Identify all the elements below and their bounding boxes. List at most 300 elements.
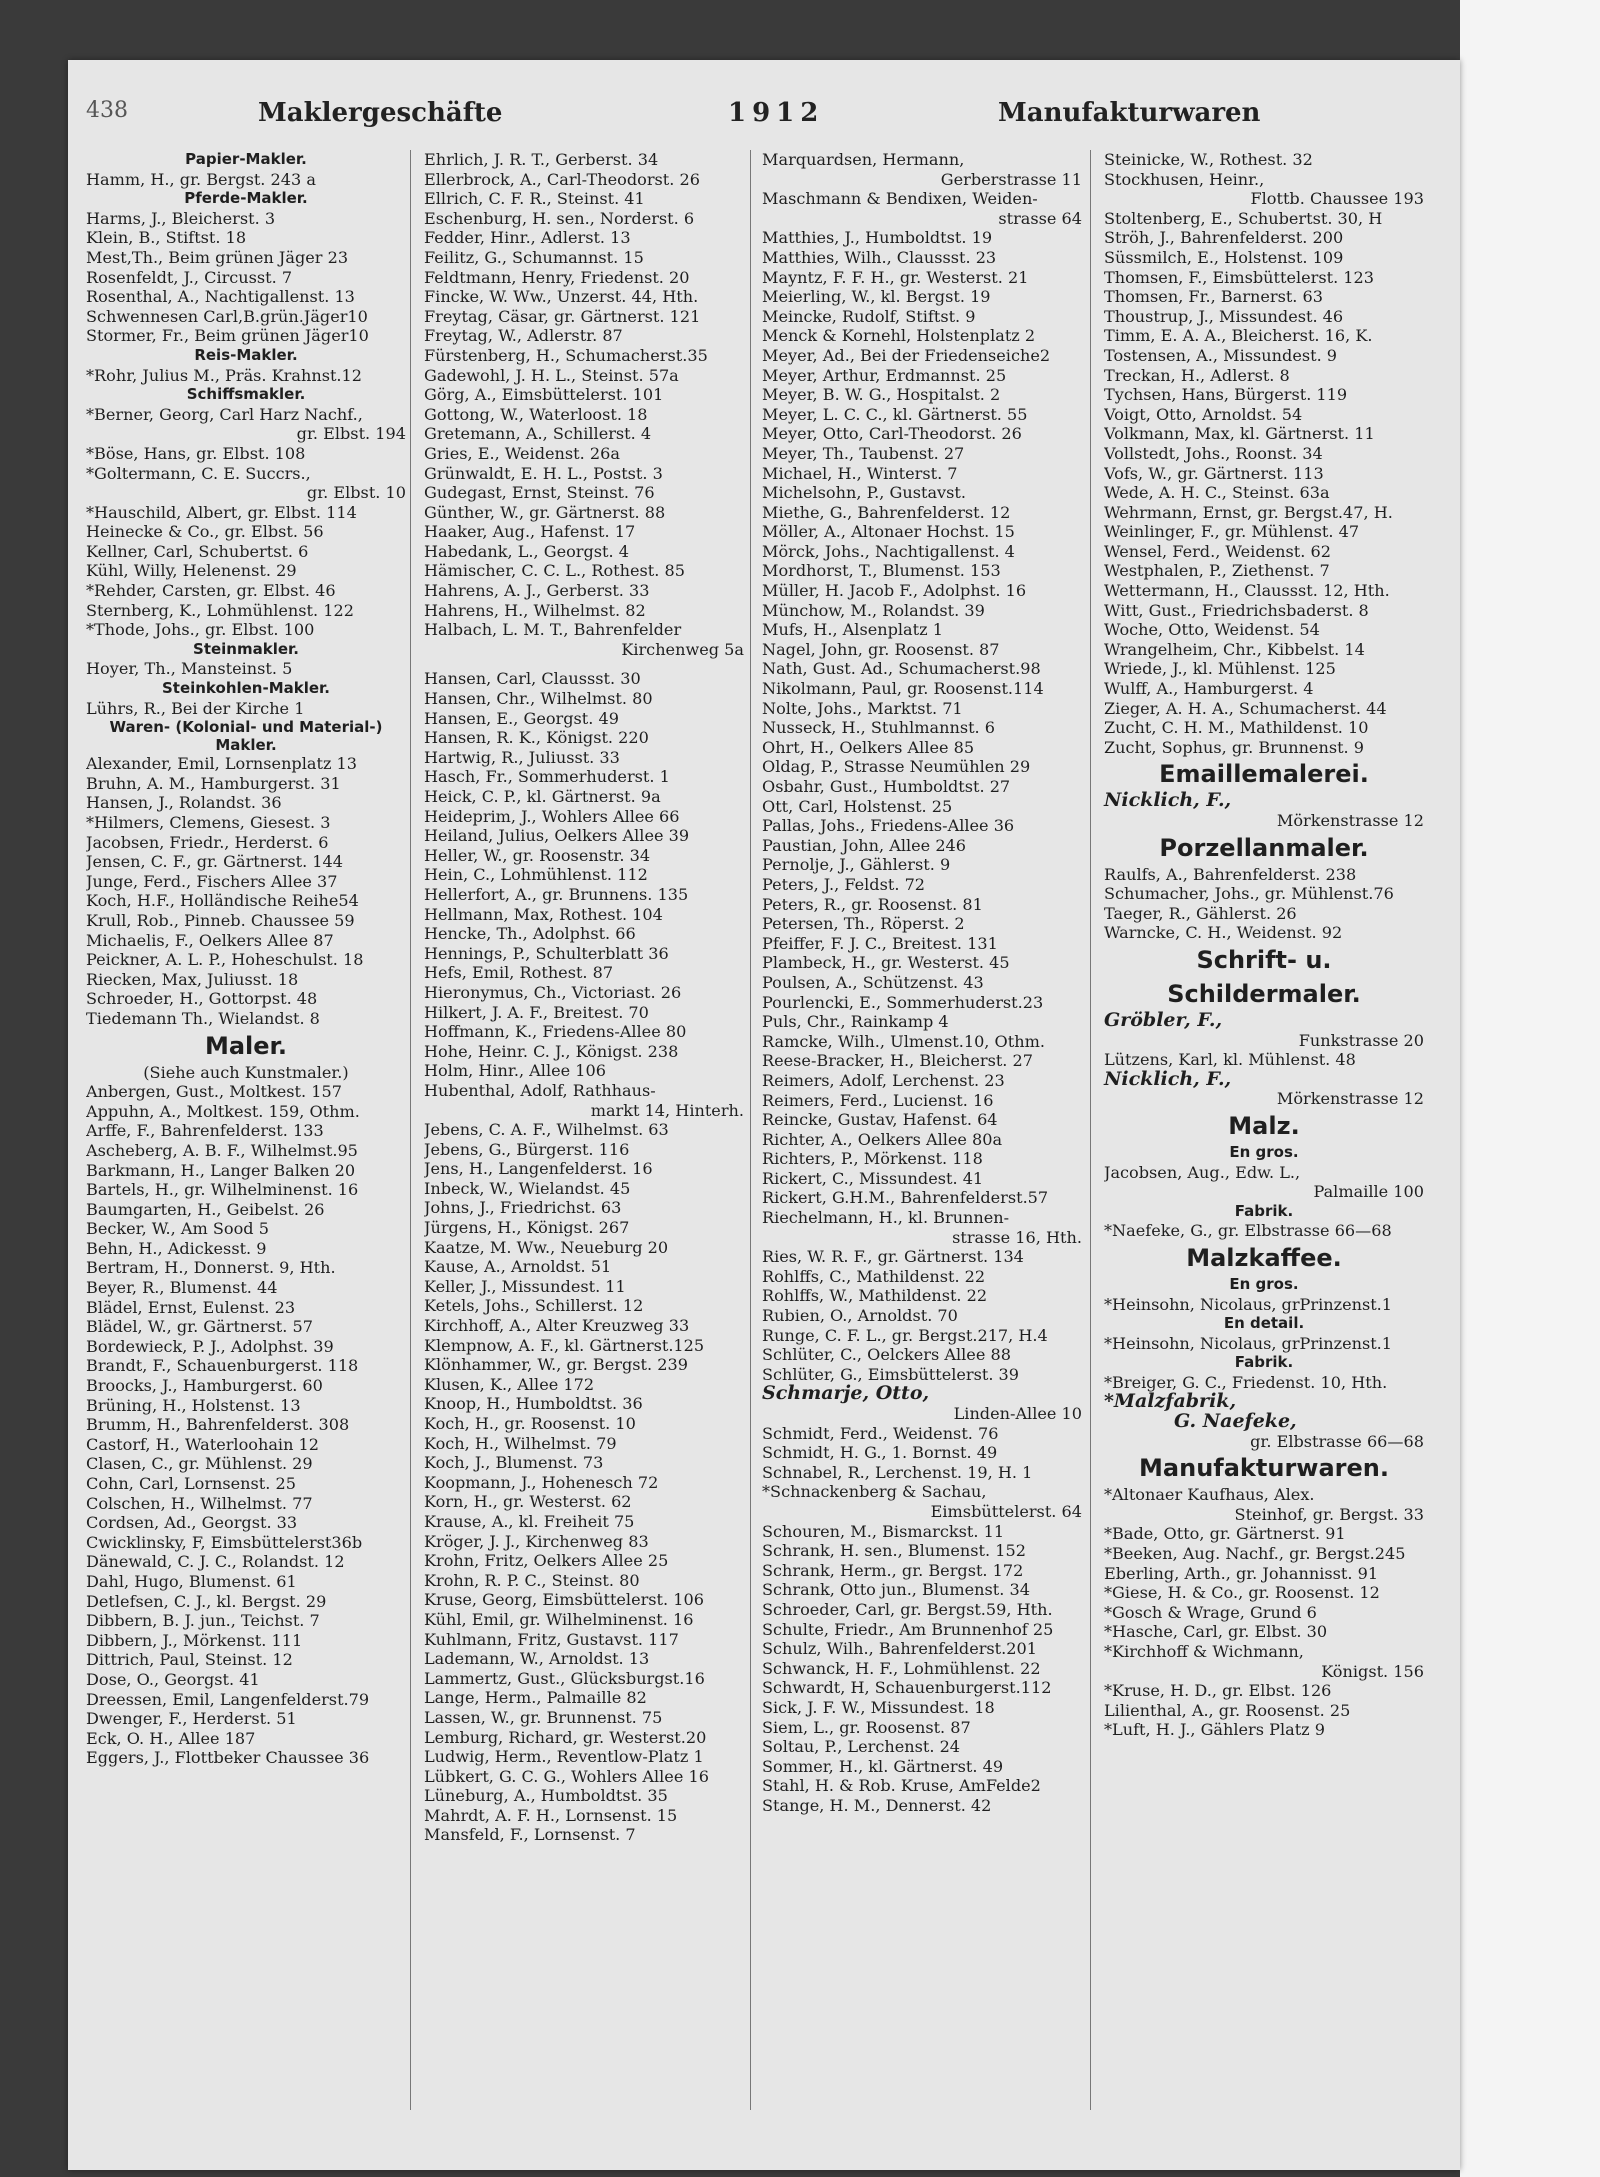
entry-line: *Kirchhoff & Wichmann, — [1104, 1642, 1304, 1661]
entry-line: Korn, H., gr. Westerst. 62 — [424, 1492, 632, 1512]
entry-line: Menck & Kornehl, Holstenplatz 2 — [762, 326, 1036, 346]
entry-line: Dibbern, J., Mörkenst. 111 — [86, 1630, 303, 1650]
entry-line: Brumm, H., Bahrenfelderst. 308 — [86, 1415, 350, 1435]
entry-continuation: gr. Elbst. 194 — [296, 424, 406, 444]
section-heading: Fabrik. — [1234, 1201, 1294, 1220]
entry-line: Siem, L., gr. Roosenst. 87 — [762, 1717, 971, 1737]
entry-line: Hämischer, C. C. L., Rothest. 85 — [424, 561, 685, 581]
column-rule — [750, 150, 751, 2110]
entry-line: Holm, Hinr., Allee 106 — [424, 1061, 606, 1081]
entry-line: *Hilmers, Clemens, Giesest. 3 — [86, 813, 331, 832]
entry-line: Dahl, Hugo, Blumenst. 61 — [86, 1571, 297, 1591]
entry-line: Soltau, P., Lerchenst. 24 — [762, 1737, 961, 1757]
entry-line: Matthies, Wilh., Claussst. 23 — [762, 247, 997, 267]
entry-line: Wrangelheim, Chr., Kibbelst. 14 — [1104, 639, 1365, 659]
entry-line: Stormer, Fr., Beim grünen Jäger10 — [86, 326, 369, 346]
entry-line: Tychsen, Hans, Bürgerst. 119 — [1104, 385, 1348, 405]
entry-line: Schwardt, H, Schauenburgerst.112 — [762, 1678, 1052, 1698]
entry-line: Hartwig, R., Juliusst. 33 — [424, 747, 620, 767]
entry-line: Bordewieck, P. J., Adolphst. 39 — [86, 1336, 334, 1356]
entry-line: Münchow, M., Rolandst. 39 — [762, 600, 985, 620]
entry-line: Mansfeld, F., Lornsenst. 7 — [424, 1825, 636, 1845]
entry-line: Meyer, B. W. G., Hospitalst. 2 — [762, 385, 1001, 405]
section-heading: Waren- (Kolonial- und Material-) — [109, 718, 383, 737]
entry-line: Hieronymus, Ch., Victoriast. 26 — [424, 982, 682, 1002]
entry-line: Eberling, Arth., gr. Johannisst. 91 — [1104, 1563, 1379, 1583]
entry-line: Meincke, Rudolf, Stiftst. 9 — [762, 306, 976, 326]
entry-line: Fincke, W. Ww., Unzerst. 44, Hth. — [424, 287, 699, 307]
entry-line: Riechelmann, H., kl. Brunnen- — [762, 1208, 1010, 1228]
entry-line: Petersen, Th., Röperst. 2 — [762, 914, 965, 934]
entry-line: Raulfs, A., Bahrenfelderst. 238 — [1104, 864, 1357, 884]
entry-line: *Rehder, Carsten, gr. Elbst. 46 — [86, 581, 336, 601]
entry-line: *Heinsohn, Nicolaus, grPrinzenst.1 — [1104, 1333, 1393, 1353]
entry-line: Bartels, H., gr. Wilhelminenst. 16 — [86, 1180, 359, 1200]
entry-line: Lammertz, Gust., Glücksburgst.16 — [424, 1668, 705, 1688]
entry-line: Hohe, Heinr. C. J., Königst. 238 — [424, 1041, 679, 1061]
entry-line: Blädel, Ernst, Eulenst. 23 — [86, 1297, 296, 1317]
entry-line: Koch, J., Blumenst. 73 — [424, 1453, 604, 1473]
entry-continuation: Flottb. Chaussee 193 — [1250, 189, 1424, 209]
entry-line: Schwennesen Carl,B.grün.Jäger10 — [86, 306, 368, 326]
section-heading: En detail. — [1223, 1314, 1305, 1333]
entry-line: Kellner, Carl, Schubertst. 6 — [86, 541, 309, 561]
entry-line: Baumgarten, H., Geibelst. 26 — [86, 1199, 325, 1219]
entry-line: Weinlinger, F., gr. Mühlenst. 47 — [1104, 522, 1360, 542]
entry-line: Nusseck, H., Stuhlmannst. 6 — [762, 718, 996, 738]
entry-line: Dose, O., Georgst. 41 — [86, 1669, 260, 1689]
entry-line: Hein, C., Lohmühlenst. 112 — [424, 865, 648, 885]
entry-line: Clasen, C., gr. Mühlenst. 29 — [86, 1454, 313, 1474]
entry-line: Lüneburg, A., Humboldtst. 35 — [424, 1786, 668, 1806]
entry-line: Heinecke & Co., gr. Elbst. 56 — [86, 522, 324, 542]
entry-continuation: Palmaille 100 — [1313, 1182, 1424, 1202]
entry-line: Kirchhoff, A., Alter Kreuzweg 33 — [424, 1316, 690, 1336]
entry-line: Wede, A. H. C., Steinst. 63a — [1104, 483, 1330, 503]
entry-line: Timm, E. A. A., Bleicherst. 16, K. — [1104, 326, 1373, 346]
entry-line: Osbahr, Gust., Humboldtst. 27 — [762, 777, 1011, 796]
entry-line: Nagel, John, gr. Roosenst. 87 — [762, 639, 1000, 659]
entry-line: Sternberg, K., Lohmühlenst. 122 — [86, 600, 354, 620]
category-heading: Porzellanmaler. — [1159, 833, 1369, 862]
entry-line: Vofs, W., gr. Gärtnerst. 113 — [1104, 463, 1324, 483]
entry-line: Blädel, W., gr. Gärtnerst. 57 — [86, 1317, 313, 1337]
column-1 — [86, 150, 406, 1768]
entry-line: Hoffmann, K., Friedens-Allee 80 — [424, 1022, 687, 1042]
entry-line: Heller, W., gr. Roosenstr. 34 — [424, 845, 651, 865]
entry-line: Dänewald, C. J. C., Rolandst. 12 — [86, 1552, 345, 1572]
entry-line: Voigt, Otto, Arnoldst. 54 — [1104, 404, 1303, 424]
entry-line: Meyer, Arthur, Erdmannst. 25 — [762, 365, 1007, 385]
entry-line: Thoustrup, J., Missundest. 46 — [1104, 306, 1344, 326]
entry-line: Jebens, C. A. F., Wilhelmst. 63 — [424, 1120, 669, 1140]
entry-line: Anbergen, Gust., Moltkest. 157 — [86, 1082, 342, 1102]
entry-line: Dibbern, B. J. jun., Teichst. 7 — [86, 1611, 320, 1631]
entry-line: Steinicke, W., Rothest. 32 — [1104, 150, 1313, 169]
entry-line: Reincke, Gustav, Hafenst. 64 — [762, 1110, 998, 1130]
entry-line: *Gosch & Wrage, Grund 6 — [1104, 1602, 1317, 1622]
column-2 — [424, 150, 744, 1845]
entry-line: Hansen, Chr., Wilhelmst. 80 — [424, 689, 653, 709]
entry-line: Ludwig, Herm., Reventlow-Platz 1 — [424, 1747, 704, 1767]
entry-line: Hubenthal, Adolf, Rathhaus- — [424, 1080, 656, 1100]
entry-line: Hansen, J., Rolandst. 36 — [86, 793, 282, 813]
entry-line: Schroeder, H., Gottorpst. 48 — [86, 989, 318, 1009]
entry-line: Wensel, Ferd., Weidenst. 62 — [1104, 541, 1331, 561]
entry-continuation: Eimsbüttelerst. 64 — [930, 1501, 1082, 1521]
entry-line: Habedank, L., Georgst. 4 — [424, 541, 629, 561]
section-heading: En gros. — [1229, 1274, 1299, 1293]
entry-line: Detlefsen, C. J., kl. Bergst. 29 — [86, 1591, 327, 1611]
entry-line: Feldtmann, Henry, Friedenst. 20 — [424, 267, 690, 287]
entry-line: Schouren, M., Bismarckst. 11 — [762, 1521, 1005, 1541]
entry-continuation: Funkstrasse 20 — [1298, 1030, 1424, 1050]
featured-entry-name: Nicklich, F., — [1104, 1067, 1232, 1090]
category-heading: Manufakturwaren. — [1139, 1454, 1389, 1483]
entry-line: Rosenthal, A., Nachtigallenst. 13 — [86, 287, 355, 307]
entry-line: Barkmann, H., Langer Balken 20 — [86, 1160, 356, 1180]
entry-line: Brandt, F., Schauenburgerst. 118 — [86, 1356, 359, 1376]
entry-continuation: Steinhof, gr. Bergst. 33 — [1234, 1504, 1424, 1524]
entry-line: Knoop, H., Humboldtst. 36 — [424, 1394, 643, 1414]
entry-line: Tostensen, A., Missundest. 9 — [1104, 345, 1338, 365]
entry-line: *Beeken, Aug. Nachf., gr. Bergst.245 — [1104, 1544, 1406, 1564]
section-heading: Schiffsmakler. — [186, 385, 306, 404]
entry-line: Volkmann, Max, kl. Gärtnerst. 11 — [1104, 424, 1375, 444]
entry-line: Haaker, Aug., Hafenst. 17 — [424, 522, 636, 542]
entry-line: Matthies, J., Humboldtst. 19 — [762, 228, 993, 248]
entry-line: Heideprim, J., Wohlers Allee 66 — [424, 806, 680, 826]
entry-line: Puls, Chr., Rainkamp 4 — [762, 1012, 949, 1032]
entry-line: Görg, A., Eimsbüttelerst. 101 — [424, 385, 664, 405]
entry-line: Jacobsen, Friedr., Herderst. 6 — [86, 832, 329, 852]
entry-line: Sick, J. F. W., Missundest. 18 — [762, 1697, 995, 1717]
entry-line: Mest,Th., Beim grünen Jäger 23 — [86, 247, 349, 267]
entry-line: Eggers, J., Flottbeker Chaussee 36 — [86, 1748, 370, 1768]
entry-line: Schmidt, Ferd., Weidenst. 76 — [762, 1423, 999, 1443]
entry-line: Wettermann, H., Claussst. 12, Hth. — [1104, 581, 1390, 601]
entry-line: Hefs, Emil, Rothest. 87 — [424, 963, 614, 983]
entry-line: Schrank, H. sen., Blumenst. 152 — [762, 1541, 1026, 1561]
entry-line: Lademann, W., Arnoldst. 13 — [424, 1649, 650, 1669]
entry-line: Tiedemann Th., Wielandst. 8 — [86, 1008, 320, 1028]
entry-line: Schwanck, H. F., Lohmühlenst. 22 — [762, 1658, 1041, 1678]
column-rule — [410, 150, 411, 2110]
entry-line: Schumacher, Johs., gr. Mühlenst.76 — [1104, 884, 1394, 904]
entry-line: Bertram, H., Donnerst. 9, Hth. — [86, 1258, 336, 1278]
entry-line: Hahrens, H., Wilhelmst. 82 — [424, 600, 646, 620]
entry-line: Stockhusen, Heinr., — [1104, 169, 1265, 189]
entry-line: Lilienthal, A., gr. Roosenst. 25 — [1104, 1700, 1351, 1720]
entry-line: Lemburg, Richard, gr. Westerst.20 — [424, 1727, 707, 1747]
entry-line: Klönhammer, W., gr. Bergst. 239 — [424, 1355, 688, 1375]
entry-line: Richter, A., Oelkers Allee 80a — [762, 1129, 1003, 1149]
entry-line: Peickner, A. L. P., Hoheschulst. 18 — [86, 950, 364, 970]
entry-line: Dwenger, F., Herderst. 51 — [86, 1709, 297, 1729]
category-heading: Emaillemalerei. — [1159, 760, 1369, 789]
entry-line: Süssmilch, E., Holstenst. 109 — [1104, 247, 1344, 267]
entry-line: Schrank, Otto jun., Blumenst. 34 — [762, 1580, 1030, 1600]
entry-line: Lützens, Karl, kl. Mühlenst. 48 — [1104, 1050, 1356, 1070]
entry-line: Ott, Carl, Holstenst. 25 — [762, 796, 953, 816]
entry-line: *Rohr, Julius M., Präs. Krahnst.12 — [86, 365, 363, 385]
entry-line: Thomsen, Fr., Barnerst. 63 — [1104, 287, 1324, 307]
entry-line: Ries, W. R. F., gr. Gärtnerst. 134 — [762, 1247, 1024, 1267]
entry-line: Meyer, Ad., Bei der Friedenseiche2 — [762, 345, 1051, 365]
entry-line: *Luft, H. J., Gählers Platz 9 — [1104, 1720, 1325, 1740]
entry-line: Schroeder, Carl, gr. Bergst.59, Hth. — [762, 1599, 1053, 1619]
entry-line: Colschen, H., Wilhelmst. 77 — [86, 1493, 313, 1513]
entry-line: Cwicklinsky, F, Eimsbüttelerst36b — [86, 1532, 363, 1552]
featured-entry-name: Nicklich, F., — [1104, 789, 1232, 812]
entry-line: Hansen, E., Georgst. 49 — [424, 708, 619, 728]
entry-line: Riecken, Max, Juliusst. 18 — [86, 969, 299, 989]
entry-line: Alexander, Emil, Lornsenplatz 13 — [86, 754, 358, 774]
entry-continuation: gr. Elbstrasse 66—68 — [1250, 1431, 1424, 1451]
entry-continuation: gr. Elbst. 10 — [306, 483, 406, 503]
featured-entry-name: Gröbler, F., — [1104, 1008, 1223, 1031]
spacer — [424, 659, 744, 669]
entry-line: Pallas, Johs., Friedens-Allee 36 — [762, 816, 1015, 836]
entry-continuation: strasse 64 — [998, 208, 1082, 228]
entry-line: Rosenfeldt, J., Circusst. 7 — [86, 267, 293, 287]
entry-line: *Hauschild, Albert, gr. Elbst. 114 — [86, 502, 357, 522]
entry-line: Gottong, W., Waterloost. 18 — [424, 404, 648, 424]
entry-line: Meyer, Th., Taubenst. 27 — [762, 443, 965, 463]
entry-line: Halbach, L. M. T., Bahrenfelder — [424, 620, 682, 640]
entry-line: Lübkert, G. C. G., Wohlers Allee 16 — [424, 1766, 709, 1786]
entry-line: Kuhlmann, Fritz, Gustavst. 117 — [424, 1629, 679, 1649]
entry-line: Jebens, G., Bürgerst. 116 — [424, 1139, 630, 1159]
entry-line: Ellerbrock, A., Carl-Theodorst. 26 — [424, 169, 700, 189]
entry-line: Nolte, Johs., Marktst. 71 — [762, 698, 963, 718]
entry-continuation: Mörkenstrasse 12 — [1276, 811, 1424, 830]
entry-line: Arffe, F., Bahrenfelderst. 133 — [86, 1121, 324, 1141]
entry-line: Hahrens, A. J., Gerberst. 33 — [424, 581, 650, 601]
entry-line: Rohlffs, W., Mathildenst. 22 — [762, 1286, 988, 1306]
entry-line: *Naefeke, G., gr. Elbstrasse 66—68 — [1104, 1221, 1392, 1241]
entry-line: Klempnow, A. F., kl. Gärtnerst.125 — [424, 1335, 705, 1355]
category-heading: Malz. — [1228, 1111, 1300, 1140]
entry-continuation: Königst. 156 — [1321, 1661, 1424, 1681]
entry-line: Gries, E., Weidenst. 26a — [424, 443, 620, 463]
section-heading: Steinkohlen-Makler. — [161, 679, 331, 698]
featured-entry-name: *Malzfabrik, — [1104, 1390, 1237, 1413]
entry-line: *Altonaer Kaufhaus, Alex. — [1104, 1485, 1315, 1505]
entry-line: Ellrich, C. F. R., Steinst. 41 — [424, 189, 645, 209]
entry-line: Lange, Herm., Palmaille 82 — [424, 1688, 647, 1708]
entry-line: Wehrmann, Ernst, gr. Bergst.47, H. — [1104, 502, 1393, 522]
entry-line: Schlüter, C., Oelckers Allee 88 — [762, 1345, 1011, 1365]
entry-line: Dittrich, Paul, Steinst. 12 — [86, 1650, 293, 1670]
entry-line: Thomsen, F., Eimsbüttelerst. 123 — [1104, 267, 1375, 287]
directory-page — [68, 60, 1460, 2170]
entry-line: Hoyer, Th., Mansteinst. 5 — [86, 659, 293, 679]
entry-line: Hasch, Fr., Sommerhuderst. 1 — [424, 767, 670, 787]
entry-continuation: Mörkenstrasse 12 — [1276, 1089, 1424, 1109]
entry-line: Krull, Rob., Pinneb. Chaussee 59 — [86, 910, 355, 930]
entry-line: Miethe, G., Bahrenfelderst. 12 — [762, 502, 1011, 522]
cross-reference-note: (Siehe auch Kunstmaler.) — [143, 1062, 349, 1082]
entry-line: Sommer, H., kl. Gärtnerst. 49 — [762, 1756, 1004, 1776]
featured-entry-name: Schmarje, Otto, — [762, 1382, 930, 1405]
entry-line: Reese-Bracker, H., Bleicherst. 27 — [762, 1051, 1034, 1071]
entry-line: Gadewohl, J. H. L., Steinst. 57a — [424, 365, 679, 385]
entry-line: Krause, A., kl. Freiheit 75 — [424, 1511, 635, 1531]
entry-line: Schmidt, H. G., 1. Bornst. 49 — [762, 1443, 998, 1463]
entry-line: Ascheberg, A. B. F., Wilhelmst.95 — [86, 1140, 358, 1160]
entry-line: Wulff, A., Hamburgerst. 4 — [1104, 679, 1314, 699]
entry-line: Dreessen, Emil, Langenfelderst.79 — [86, 1689, 370, 1709]
entry-line: Rickert, C., Missundest. 41 — [762, 1168, 984, 1188]
entry-line: Rubien, O., Arnoldst. 70 — [762, 1306, 958, 1326]
entry-line: Plambeck, H., gr. Westerst. 45 — [762, 953, 1010, 973]
entry-line: *Breiger, G. C., Friedenst. 10, Hth. — [1104, 1372, 1388, 1392]
entry-line: *Schnackenberg & Sachau, — [762, 1482, 987, 1502]
entry-line: Koch, H.F., Holländische Reihe54 — [86, 891, 359, 911]
column-4 — [1104, 150, 1424, 1740]
entry-line: *Goltermann, C. E. Succrs., — [86, 463, 311, 483]
column-rule — [1090, 150, 1091, 2110]
entry-line: Rohlffs, C., Mathildenst. 22 — [762, 1266, 986, 1286]
entry-line: Schlüter, G., Eimsbüttelerst. 39 — [762, 1364, 1020, 1384]
entry-line: Heick, C. P., kl. Gärtnerst. 9a — [424, 787, 661, 806]
section-heading: Fabrik. — [1234, 1353, 1294, 1372]
entry-line: *Kruse, H. D., gr. Elbst. 126 — [1104, 1681, 1332, 1701]
entry-line: Junge, Ferd., Fischers Allee 37 — [86, 871, 338, 891]
entry-line: Hilkert, J. A. F., Breitest. 70 — [424, 1002, 649, 1022]
entry-line: Mahrdt, A. F. H., Lornsenst. 15 — [424, 1805, 678, 1825]
entry-line: Peters, J., Feldst. 72 — [762, 874, 926, 894]
entry-line: Freytag, W., Adlerstr. 87 — [424, 326, 623, 346]
entry-line: Günther, W., gr. Gärtnerst. 88 — [424, 502, 666, 522]
entry-line: Mayntz, F. F. H., gr. Westerst. 21 — [762, 267, 1029, 287]
entry-line: Mörck, Johs., Nachtigallenst. 4 — [762, 541, 1015, 561]
scanner-margin — [1460, 0, 1600, 2177]
entry-line: Vollstedt, Johs., Roonst. 34 — [1104, 443, 1323, 463]
entry-line: Lassen, W., gr. Brunnenst. 75 — [424, 1707, 663, 1727]
entry-line: Klusen, K., Allee 172 — [424, 1374, 595, 1394]
entry-line: Bruhn, A. M., Hamburgerst. 31 — [86, 773, 341, 793]
entry-line: Ehrlich, J. R. T., Gerberst. 34 — [424, 150, 659, 169]
entry-line: Witt, Gust., Friedrichsbaderst. 8 — [1104, 600, 1369, 620]
entry-line: Hamm, H., gr. Bergst. 243 a — [86, 169, 316, 189]
entry-line: Gudegast, Ernst, Steinst. 76 — [424, 483, 655, 503]
section-heading: En gros. — [1229, 1142, 1299, 1161]
page-header — [68, 98, 1460, 132]
entry-line: Brüning, H., Holstenst. 13 — [86, 1395, 301, 1415]
entry-line: Gretemann, A., Schillerst. 4 — [424, 424, 652, 444]
entry-line: Hellmann, Max, Rothest. 104 — [424, 904, 663, 924]
entry-line: Pfeiffer, F. J. C., Breitest. 131 — [762, 933, 998, 953]
entry-line: Rickert, G.H.M., Bahrenfelderst.57 — [762, 1188, 1049, 1208]
entry-line: Koch, H., Wilhelmst. 79 — [424, 1433, 617, 1453]
entry-line: Johns, J., Friedrichst. 63 — [424, 1198, 622, 1218]
entry-line: Nikolmann, Paul, gr. Roosenst.114 — [762, 679, 1044, 699]
entry-line: Reimers, Adolf, Lerchenst. 23 — [762, 1070, 1005, 1090]
entry-line: Eck, O. H., Allee 187 — [86, 1728, 256, 1748]
entry-line: *Bade, Otto, gr. Gärtnerst. 91 — [1104, 1524, 1346, 1544]
entry-line: Reimers, Ferd., Lucienst. 16 — [762, 1090, 994, 1110]
entry-line: Eschenburg, H. sen., Norderst. 6 — [424, 208, 695, 228]
entry-line: *Giese, H. & Co., gr. Roosenst. 12 — [1104, 1583, 1380, 1603]
entry-line: Jens, H., Langenfelderst. 16 — [424, 1159, 653, 1179]
entry-line: Koopmann, J., Hohenesch 72 — [424, 1472, 659, 1492]
entry-line: Castorf, H., Waterloohain 12 — [86, 1434, 320, 1454]
entry-line: Marquardsen, Hermann, — [762, 150, 965, 169]
scanner-top-band — [0, 0, 1600, 60]
entry-line: Pourlencki, E., Sommerhuderst.23 — [762, 992, 1044, 1012]
entry-line: Paustian, John, Allee 246 — [762, 835, 967, 855]
entry-line: Becker, W., Am Sood 5 — [86, 1219, 269, 1239]
entry-line: Broocks, J., Hamburgerst. 60 — [86, 1376, 323, 1396]
entry-line: Richters, P., Mörkenst. 118 — [762, 1149, 983, 1169]
entry-line: Krohn, Fritz, Oelkers Allee 25 — [424, 1551, 669, 1571]
entry-line: *Hasche, Carl, gr. Elbst. 30 — [1104, 1622, 1328, 1642]
entry-line: Klein, B., Stiftst. 18 — [86, 228, 247, 248]
entry-line: Fürstenberg, H., Schumacherst.35 — [424, 345, 708, 365]
entry-line: Müller, H. Jacob F., Adolphst. 16 — [762, 581, 1027, 601]
entry-line: Cohn, Carl, Lornsenst. 25 — [86, 1474, 296, 1493]
entry-line: Ramcke, Wilh., Ulmenst.10, Othm. — [762, 1031, 1045, 1051]
entry-line: Kruse, Georg, Eimsbüttelerst. 106 — [424, 1590, 704, 1610]
entry-line: Hansen, Carl, Claussst. 30 — [424, 669, 641, 689]
section-heading: Reis-Makler. — [194, 345, 298, 364]
section-heading: Pferde-Makler. — [184, 189, 308, 208]
entry-line: Meyer, Otto, Carl-Theodorst. 26 — [762, 424, 1022, 444]
entry-line: Heiland, Julius, Oelkers Allee 39 — [424, 826, 690, 846]
entry-line: Kaatze, M. Ww., Neueburg 20 — [424, 1237, 669, 1257]
entry-line: Meierling, W., kl. Bergst. 19 — [762, 287, 991, 307]
entry-line: Schrank, Herm., gr. Bergst. 172 — [762, 1560, 1024, 1580]
entry-line: Appuhn, A., Moltkest. 159, Othm. — [86, 1101, 360, 1121]
entry-line: Stoltenberg, E., Schubertst. 30, H — [1104, 208, 1383, 228]
entry-line: Grünwaldt, E. H. L., Postst. 3 — [424, 463, 663, 483]
entry-line: Meyer, L. C. C., kl. Gärtnerst. 55 — [762, 404, 1028, 424]
entry-line: Treckan, H., Adlerst. 8 — [1104, 365, 1290, 385]
entry-line: Schulz, Wilh., Bahrenfelderst.201 — [762, 1639, 1037, 1659]
right-running-title: Manufakturwaren — [998, 98, 1261, 128]
section-heading: Makler. — [215, 736, 277, 755]
entry-continuation: strasse 16, Hth. — [952, 1227, 1082, 1247]
entry-line: Mufs, H., Alsenplatz 1 — [762, 620, 943, 640]
entry-line: *Heinsohn, Nicolaus, grPrinzenst.1 — [1104, 1294, 1393, 1314]
entry-line: Stahl, H. & Rob. Kruse, AmFelde2 — [762, 1776, 1041, 1796]
entry-line: Inbeck, W., Wielandst. 45 — [424, 1178, 631, 1198]
entry-line: Kühl, Emil, gr. Wilhelminenst. 16 — [424, 1609, 694, 1629]
entry-line: Feilitz, G., Schumannst. 15 — [424, 247, 644, 267]
entry-line: Koch, H., gr. Roosenst. 10 — [424, 1414, 636, 1433]
entry-line: Jensen, C. F., gr. Gärtnerst. 144 — [86, 852, 344, 872]
entry-line: Peters, R., gr. Roosenst. 81 — [762, 894, 983, 914]
category-heading: Schrift- u. Schildermaler. — [1167, 945, 1361, 1008]
entry-continuation: markt 14, Hinterh. — [590, 1100, 744, 1120]
entry-line: Zieger, A. H. A., Schumacherst. 44 — [1104, 698, 1387, 718]
entry-line: Jürgens, H., Königst. 267 — [424, 1218, 630, 1238]
section-heading: Papier-Makler. — [185, 150, 307, 168]
year: 1912 — [728, 98, 825, 128]
entry-line: Krohn, R. P. C., Steinst. 80 — [424, 1570, 640, 1590]
entry-line: Möller, A., Altonaer Hochst. 15 — [762, 522, 1015, 542]
entry-line: Michael, H., Winterst. 7 — [762, 463, 958, 483]
entry-line: Keller, J., Missundest. 11 — [424, 1276, 626, 1296]
left-running-title: Maklergeschäfte — [258, 98, 503, 128]
entry-line: Runge, C. F. L., gr. Bergst.217, H.4 — [762, 1325, 1048, 1345]
entry-line: Warncke, C. H., Weidenst. 92 — [1104, 923, 1343, 943]
entry-line: Nath, Gust. Ad., Schumacherst.98 — [762, 659, 1041, 679]
entry-line: Oldag, P., Strasse Neumühlen 29 — [762, 757, 1031, 777]
entry-line: Freytag, Cäsar, gr. Gärtnerst. 121 — [424, 306, 701, 326]
